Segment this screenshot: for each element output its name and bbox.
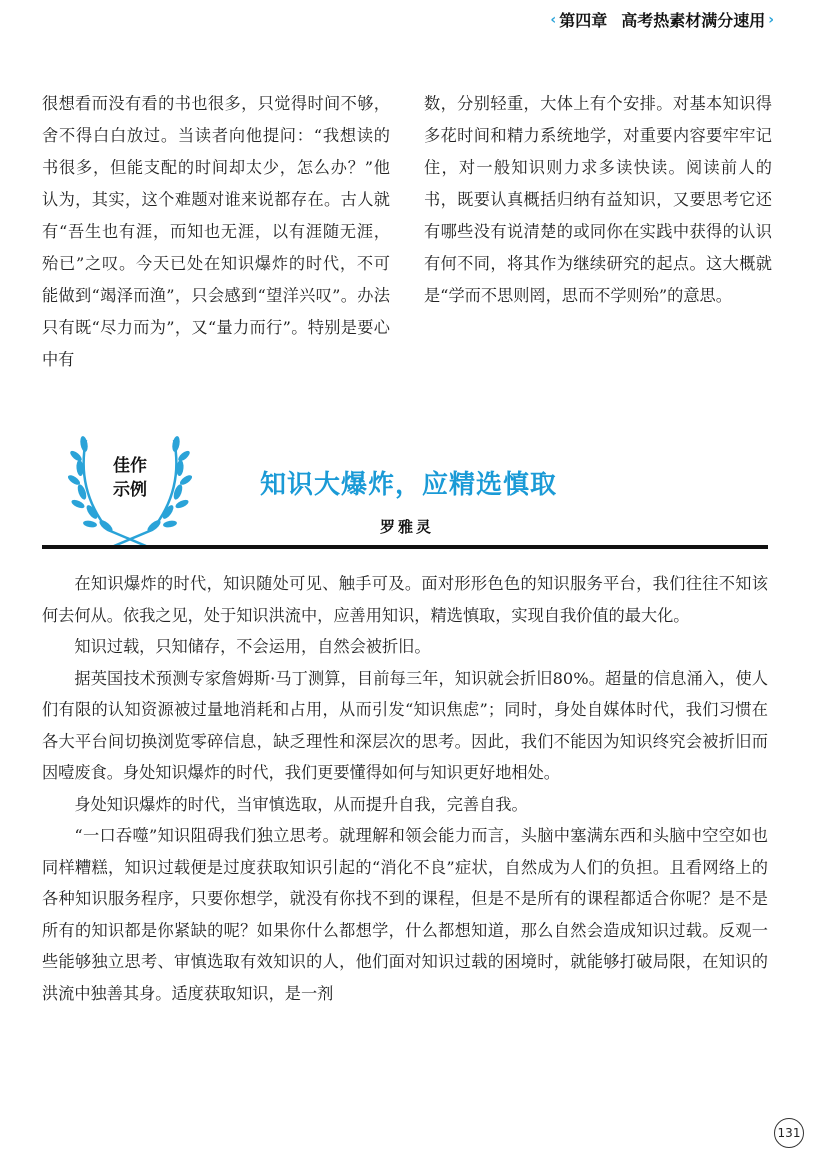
essay-paragraph: “一口吞噬”知识阻碍我们独立思考。就理解和领会能力而言，头脑中塞满东西和头脑中空空如也同样糟糕，知识过载便是过度获取知识引起的“消化不良”症状，自然成为人们的负担。且看网络上的各种知识服务程序，只要你想学，就没有你找不到的课程，但是不是所有的课程都适合你呢？是不是所有的知识都是你紧缺的呢？如果你什么都想学，什么都想知道，那么自然会造成知识过载。反观一些能够独立思考、审慎选取有效知识的人，他们面对知识过载的困境时，就能够打破局限，在知识的洪流中独善其身。适度获取知识，是一剂 [42,826,768,1003]
essay-body [42,568,768,1009]
essay-paragraph: 据英国技术预测专家詹姆斯·马丁测算，目前每三年，知识就会折旧80%。超量的信息涌入，使人们有限的认知资源被过量地消耗和占用，从而引发“知识焦虑”；同时，身处自媒体时代，我们习惯在各大平台间切换浏览零碎信息，缺乏理性和深层次的思考。因此，我们不能因为知识终究会被折旧而因噎废食。身处知识爆炸的时代，我们更要懂得如何与知识更好地相处。 [42,668,768,782]
intro-right-text: 数，分别轻重，大体上有个安排。对基本知识得多花时间和精力系统地学，对重要内容要牢牢记住，对一般知识则力求多读快读。阅读前人的书，既要认真概括归纳有益知识，又要思考它还有哪些没有说清楚的或同你在实践中获得的认识有何不同，将其作为继续研究的起点。这大概就是“学而不思则罔，思而不学则殆”的意思。 [424,94,772,305]
chapter-title: 高考热素材满分速用 [621,11,766,30]
essay-paragraph: 知识过载，只知储存，不会运用，自然会被折旧。 [74,637,431,656]
essay-author: 罗雅灵 [380,518,435,536]
page-number: 131 [774,1118,804,1148]
badge-line-1: 佳作 [113,456,147,476]
left-arrow-icon: ‹ [550,11,557,28]
intro-columns [42,88,772,376]
badge-line-2: 示例 [113,480,147,500]
chapter-number: 第四章 [559,11,608,30]
essay-title: 知识大爆炸，应精选慎取 [260,470,558,500]
essay-paragraph: 身处知识爆炸的时代，当审慎选取，从而提升自我，完善自我。 [74,794,528,814]
essay-paragraph: 在知识爆炸的时代，知识随处可见、触手可及。面对形形色色的知识服务平台，我们往往不知该何去何从。依我之见，处于知识洪流中，应善用知识，精选慎取，实现自我价值的最大化。 [42,574,768,625]
section-divider [42,545,768,549]
intro-left-text: 很想看而没有看的书也很多，只觉得时间不够，舍不得白白放过。当读者向他提问：“我想读的书很多，但能支配的时间却太少，怎么办？”他认为，其实，这个难题对谁来说都存在。古人就有“吾生也有涯，而知也无涯，以有涯随无涯，殆已”之叹。今天已处在知识爆炸的时代，不可能做到“竭泽而渔”，只会感到“望洋兴叹”。办法只有既“尽力而为”，又“量力而行”。特别是要心中有 [42,94,390,369]
featured-example-badge [100,454,160,502]
intro-left-column [42,88,390,376]
intro-right-column [424,88,772,376]
right-arrow-icon: › [768,11,774,28]
chapter-header [550,8,774,31]
